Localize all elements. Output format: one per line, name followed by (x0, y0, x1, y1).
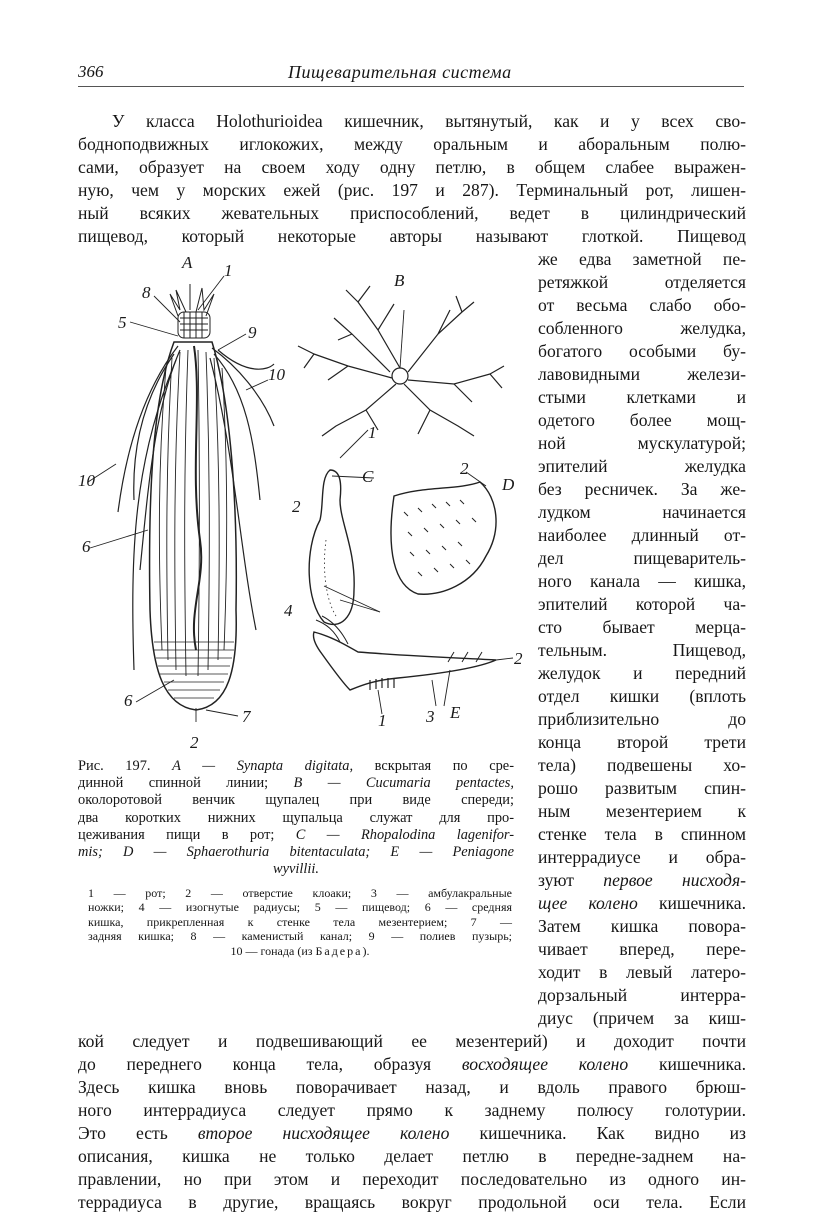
label-d: D (502, 475, 515, 494)
legend-line: кишка, прикрепленная к стенке тела мезентерием; 7 — (88, 914, 512, 929)
drawing-b-cucumaria (298, 286, 504, 436)
text-line: рошо развитым спин- (538, 778, 746, 798)
label-6: 6 (82, 537, 91, 556)
text-line: ную, чем у морских ежей (рис. 197 и 287). Терминальный рот, лишен- (78, 180, 746, 200)
label-2: 2 (190, 733, 199, 752)
header-rule (78, 86, 744, 87)
text-line: конца второй трети (538, 732, 746, 752)
text-line: тела) подвешены хо- (538, 755, 746, 775)
text-line-italic-term: зуют первое нисходя- (538, 870, 746, 890)
label-6: 6 (124, 691, 133, 710)
text-line-italic-term: Это есть второе нисходящее колено кишечника. Как видно из (78, 1123, 746, 1143)
text-line: бодноподвижных иглокожих, между оральным и аборальным полю- (78, 134, 746, 154)
drawing-c-rhopalodina (309, 470, 354, 624)
caption-line: околоротовой венчик щупалец при виде спереди; (78, 792, 514, 809)
drawing-a-synapta (118, 284, 274, 710)
page-header (78, 60, 744, 88)
label-c: C (362, 467, 374, 486)
text-line: интеррадиусе и обра- (538, 847, 746, 867)
label-1: 1 (224, 261, 233, 280)
caption-line: mis; D — Sphaerothuria bitentaculata; E — Peniagone (78, 843, 514, 860)
label-2: 2 (514, 649, 523, 668)
text-line: ный всяких жевательных приспособлений, ведет в цилиндрический (78, 203, 746, 223)
label-3: 3 (426, 707, 435, 726)
drawing-d-sphaerothuria (391, 482, 496, 594)
leader-lines (88, 276, 513, 722)
drawing-e-peniagone (313, 616, 496, 690)
text-line: пищевод, который некоторые авторы называют глоткой. Пищевод (78, 226, 746, 246)
text-line: одетого более мощ- (538, 410, 746, 430)
spaced-name: Бадера (315, 943, 363, 958)
text-line-italic-term: щее колено кишечника. (538, 893, 746, 913)
label-5: 5 (118, 313, 127, 332)
legend-line: 1 — рот; 2 — отверстие клоаки; 3 — амбулакральные (88, 886, 512, 900)
text-line-italic-term: до переднего конца тела, образуя восходящее колено кишечника. (78, 1054, 746, 1074)
label-4: 4 (284, 601, 293, 620)
label-2: 2 (292, 497, 301, 516)
label-b: B (394, 271, 405, 290)
legend-line: ножки; 4 — изогнутые радиусы; 5 — пищевод; 6 — средняя (88, 900, 512, 915)
text-line: стыми клетками и (538, 387, 746, 407)
text-line: ретяжкой отделяется (538, 272, 746, 292)
text-line: дел пищеваритель- (538, 548, 746, 568)
caption-line: цеживания пищи в рот; C — Rhopalodina lagenifor- (78, 826, 514, 843)
text-line: желудок и передний (538, 663, 746, 683)
label-1: 1 (368, 423, 377, 442)
caption-line: wyvillii. (273, 861, 319, 878)
figure-197 (78, 250, 523, 760)
text-line: лудком начинается (538, 502, 746, 522)
text-line: ного интеррадиуса следует прямо к заднему полюсу голотурии. (78, 1100, 746, 1120)
text-line: собленного желудка, (538, 318, 746, 338)
text-line: описания, кишка не только делает петлю в передне-заднем на- (78, 1146, 746, 1166)
italic-term: первое нисходя- (603, 870, 746, 890)
label-1: 1 (378, 711, 387, 730)
page-number: 366 (78, 62, 104, 81)
text-line: Затем кишка повора- (538, 916, 746, 936)
text-line: чивает вперед, пере- (538, 939, 746, 959)
text-line: стенке тела в спинном (538, 824, 746, 844)
text-line: эпителий которой ча- (538, 594, 746, 614)
text-line: дорзальный интерра- (538, 985, 746, 1005)
text-line: эпителий желудка (538, 456, 746, 476)
label-7: 7 (242, 707, 251, 726)
tentacle-crown (170, 284, 214, 338)
text-line: диус (причем за киш- (538, 1008, 746, 1028)
caption-line: два коротких нижних щупальца служат для про- (78, 809, 514, 826)
text-line: без ресничек. За же- (538, 479, 746, 499)
label-10: 10 (78, 471, 95, 490)
label-8: 8 (142, 283, 151, 302)
text-line: же едва заметной пе- (538, 249, 746, 269)
label-a: A (182, 253, 193, 272)
figure-legend (88, 886, 512, 958)
text-line: кой следует и подвешивающий ее мезентерий) и доходит почти (78, 1031, 746, 1051)
running-title: Пищеварительная система (288, 62, 512, 82)
text-line: отдел кишки (вплоть (538, 686, 746, 706)
text-line: ходит в левый латеро- (538, 962, 746, 982)
text-line: правлении, но при этом и переходит последовательно из одного ин- (78, 1169, 746, 1189)
text-line: от весьма слабо обо- (538, 295, 746, 315)
text-line: ной мускулатурой; (538, 433, 746, 453)
text-line (78, 1004, 534, 1026)
label-10: 10 (268, 365, 285, 384)
text-line: тельным. Пищевод, (538, 640, 746, 660)
text-line: ного канала — кишка, (538, 571, 746, 591)
italic-term: щее колено (538, 893, 638, 913)
legend-line: 10 — гонада (из Бадера). (230, 943, 370, 958)
text-line: богатого особыми бу- (538, 341, 746, 361)
caption-line: Рис. 197. A — Synapta digitata, вскрытая по сре- (78, 758, 514, 774)
text-line: У класса Holothurioidea кишечник, вытянутый, как и у всех сво- (112, 111, 746, 131)
text-line: террадиуса в другие, вращаясь вокруг продольной оси тела. Если (78, 1192, 746, 1212)
italic-term: второе нисходящее колено (197, 1123, 450, 1143)
text-line: сто бывает мерца- (538, 617, 746, 637)
text-line: лавовидными желези- (538, 364, 746, 384)
caption-line: динной спинной линии; B — Cucumaria pentactes, (78, 775, 514, 792)
label-e: E (450, 703, 461, 722)
intestine (194, 346, 201, 650)
text-line: приблизительно до (538, 709, 746, 729)
text-line: наиболее длинный от- (538, 525, 746, 545)
text-line: ным мезентерием к (538, 801, 746, 821)
text-line: Здесь кишка вновь поворачивает назад, и вдоль правого брюш- (78, 1077, 746, 1097)
label-2: 2 (460, 459, 469, 478)
label-9: 9 (248, 323, 257, 342)
legend-line: задняя кишка; 8 — каменистый канал; 9 — полиев пузырь; (88, 929, 512, 944)
italic-term: восходящее колено (461, 1054, 629, 1074)
text-line: сами, образует на своем ходу одну петлю, в общем слабее выражен- (78, 157, 746, 177)
figure-caption (78, 758, 514, 878)
